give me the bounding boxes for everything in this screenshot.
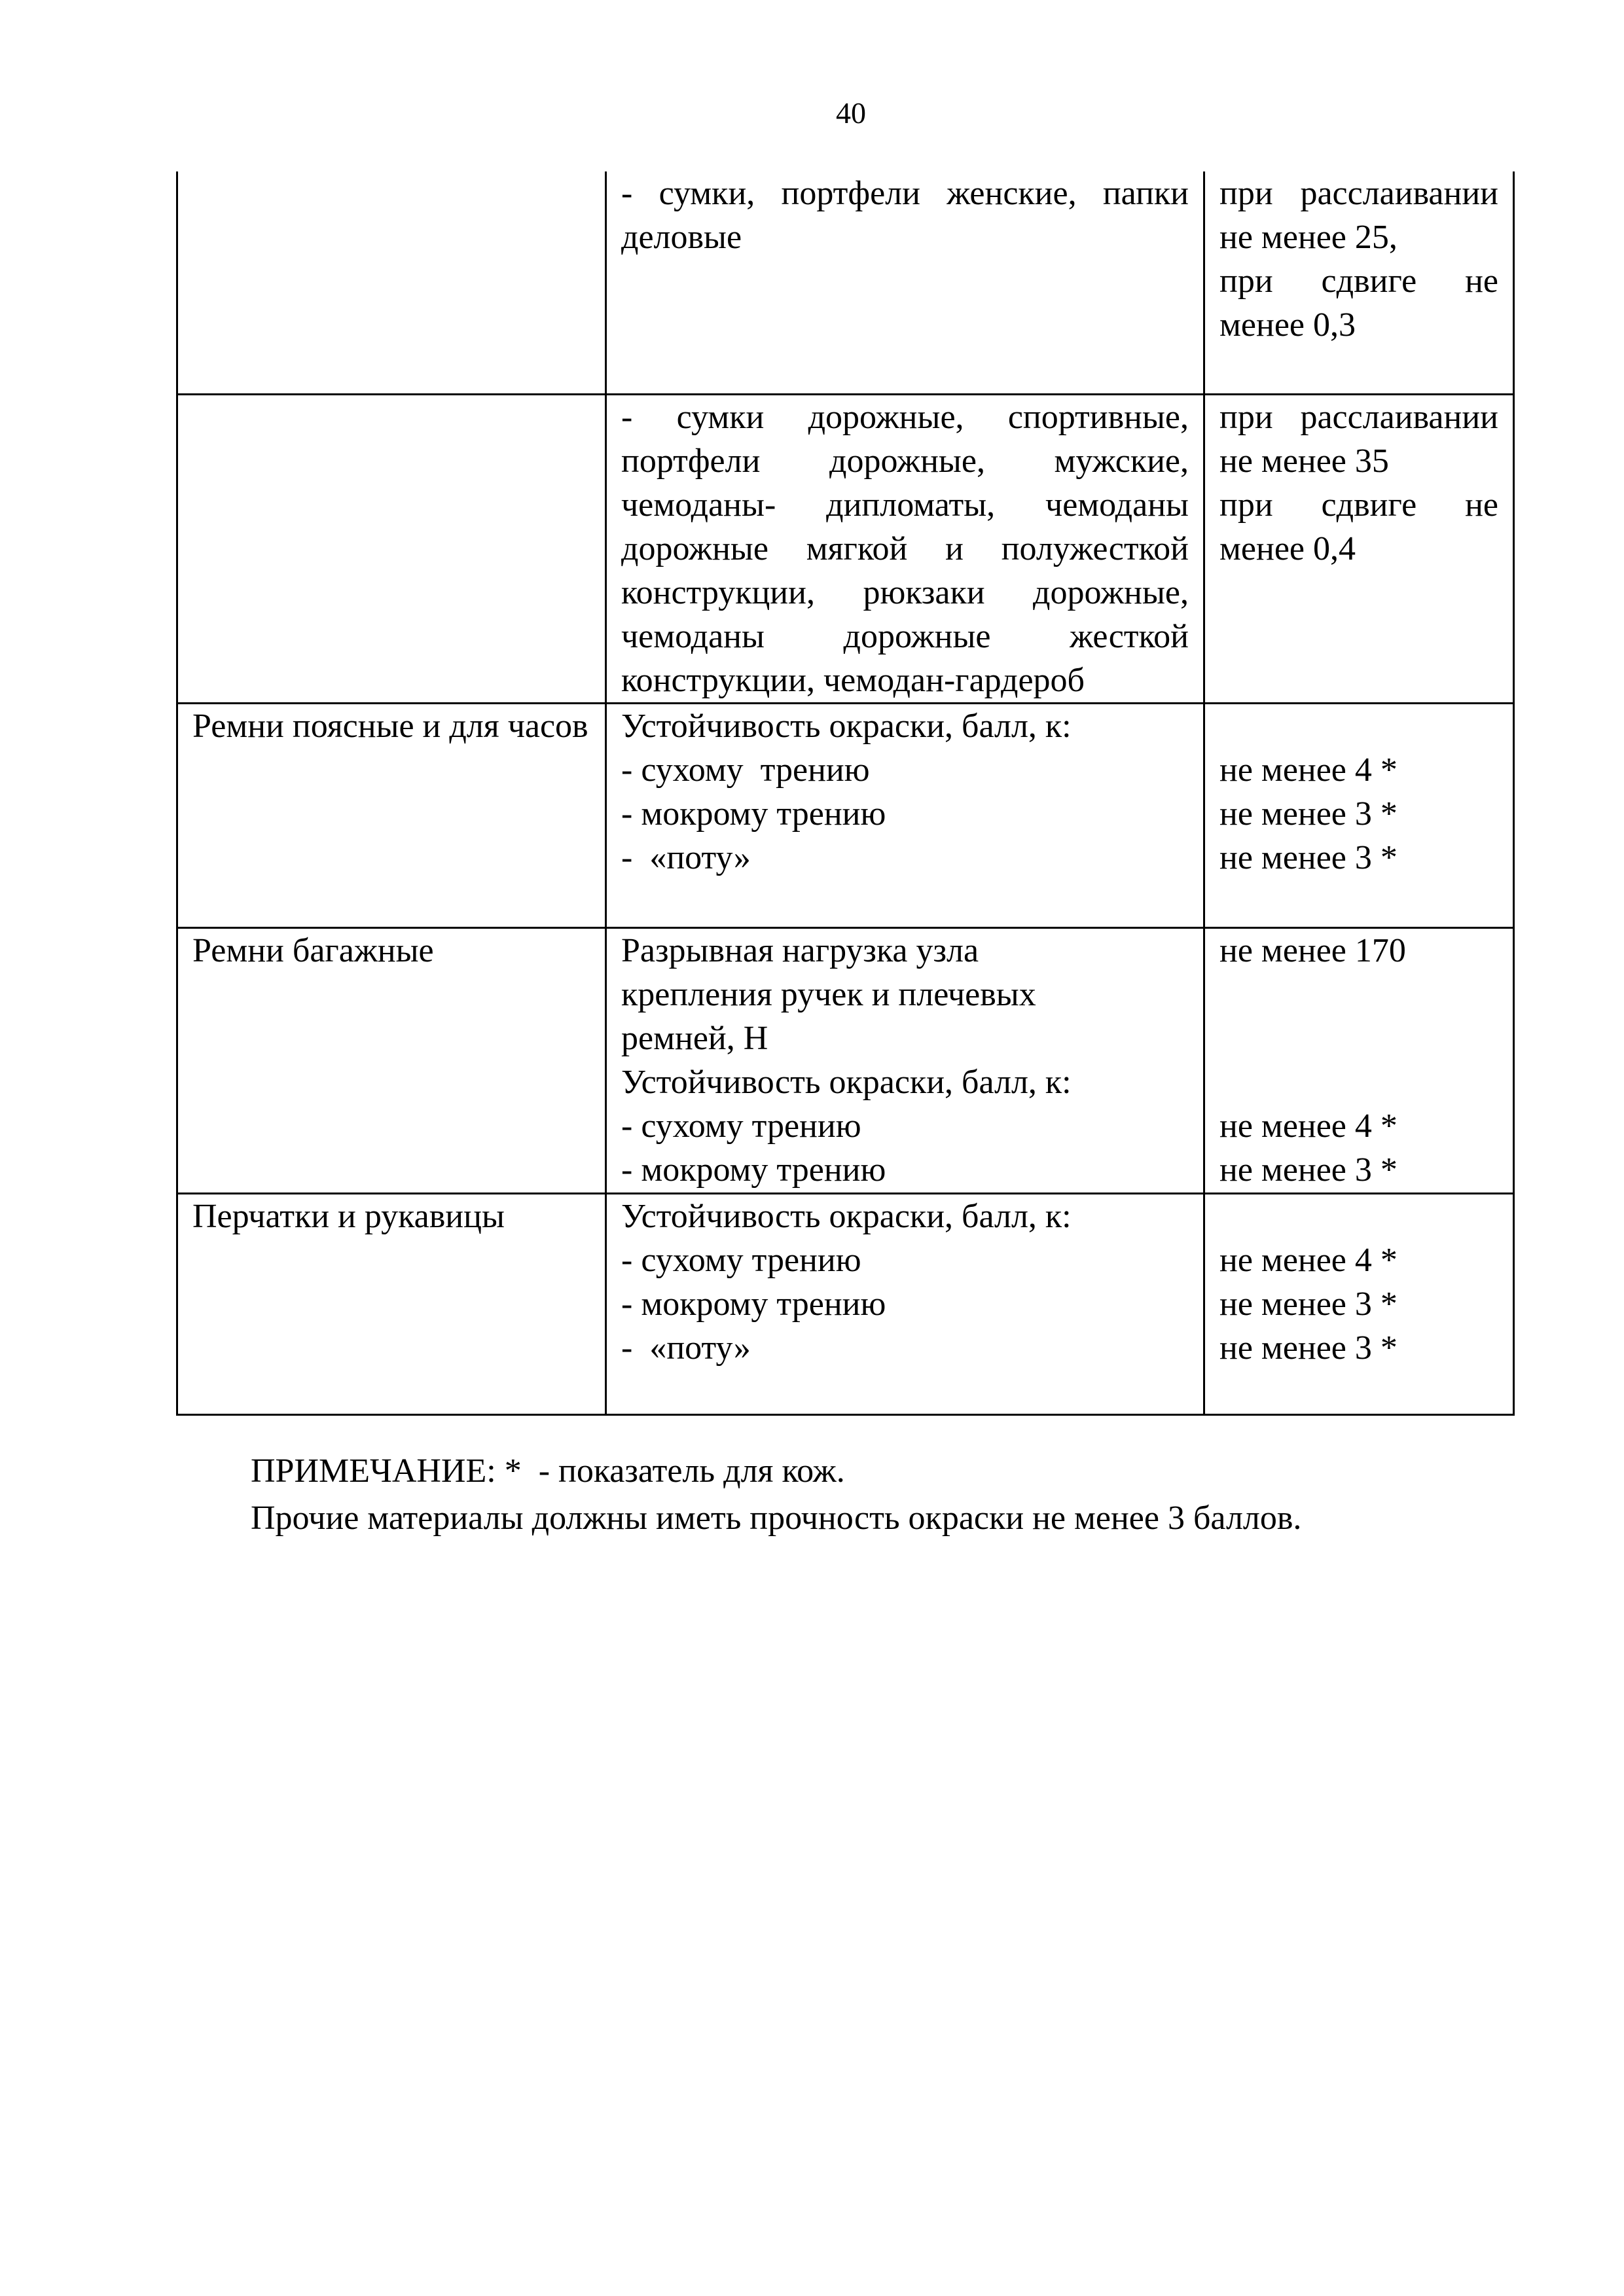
norm-cell [1204, 927, 1514, 1193]
table-row [177, 171, 1514, 394]
product-cell [177, 171, 606, 394]
table-row [177, 927, 1514, 1193]
indicator-line: - сухому трению [621, 1241, 861, 1279]
indicator-line: - сухому трению [621, 751, 870, 789]
norm-line: не менее 3 * [1219, 1285, 1398, 1323]
norm-cell [1204, 394, 1514, 703]
norm-line [1219, 1016, 1498, 1060]
norm-text: при сдвиге не менее 0,3 [1219, 262, 1498, 344]
norm-text: при сдвиге не менее 0,4 [1219, 486, 1498, 567]
norm-line: не менее 4 * [1219, 1241, 1398, 1279]
indicator-line: ремней, Н [621, 1019, 768, 1057]
product-text: Ремни багажные [192, 931, 434, 969]
norm-text: при расслаивании не менее 25, [1219, 175, 1498, 256]
norm-line: не менее 4 * [1219, 751, 1398, 789]
norm-text: при расслаивании не менее 35 [1219, 398, 1498, 480]
norm-cell [1204, 1193, 1514, 1414]
indicator-line: Устойчивость окраски, балл, к: [621, 1063, 1072, 1101]
page-number: 40 [836, 96, 866, 130]
table-row [177, 394, 1514, 703]
indicator-line: Устойчивость окраски, балл, к: [621, 1197, 1072, 1235]
norm-line: не менее 3 * [1219, 1151, 1398, 1189]
indicator-line: - сухому трению [621, 1107, 861, 1145]
norm-line [1219, 973, 1498, 1016]
indicator-line: Устойчивость окраски, балл, к: [621, 707, 1072, 745]
norm-line [1219, 1194, 1498, 1238]
norm-line: не менее 4 * [1219, 1107, 1398, 1145]
indicator-text: - сумки дорожные, спортивные, портфели дорожные, мужские, чемоданы- дипломаты, чемоданы дорожные мягкой и полужесткой конструкции, рюкзаки дорожные, чемоданы дорожные жесткой конструкции, чемодан-гардероб [621, 398, 1189, 699]
table-row [177, 703, 1514, 927]
norm-line: не менее 3 * [1219, 795, 1398, 833]
product-text: Перчатки и рукавицы [192, 1197, 505, 1235]
product-cell [177, 394, 606, 703]
indicator-line: - «поту» [621, 1329, 751, 1367]
indicator-line: крепления ручек и плечевых [621, 975, 1036, 1013]
indicator-cell [606, 394, 1204, 703]
product-text: Ремни поясные и для часов [192, 707, 588, 745]
indicator-line: Разрывная нагрузка узла [621, 931, 979, 969]
norm-line: не менее 3 * [1219, 1329, 1398, 1367]
indicator-text: - сумки, портфели женские, папки деловые [621, 175, 1189, 256]
indicator-line: - мокрому трению [621, 1285, 886, 1323]
requirements-table [176, 171, 1515, 1416]
indicator-cell [606, 927, 1204, 1193]
indicator-line: - мокрому трению [621, 1151, 886, 1189]
product-cell [177, 1193, 606, 1414]
note-line: Прочие материалы должны иметь прочность окраски не менее 3 баллов. [251, 1499, 1302, 1537]
table-row [177, 1193, 1514, 1414]
note-line: ПРИМЕЧАНИЕ: * - показатель для кож. [251, 1452, 845, 1490]
product-cell [177, 927, 606, 1193]
product-cell [177, 703, 606, 927]
norm-cell [1204, 171, 1514, 394]
norm-line [1219, 704, 1498, 748]
norm-line: не менее 3 * [1219, 838, 1398, 876]
indicator-line: - «поту» [621, 838, 751, 876]
norm-line: не менее 170 [1219, 931, 1406, 969]
indicator-line: - мокрому трению [621, 795, 886, 833]
indicator-cell [606, 1193, 1204, 1414]
norm-cell [1204, 703, 1514, 927]
indicator-cell [606, 703, 1204, 927]
norm-line [1219, 1060, 1498, 1104]
indicator-cell [606, 171, 1204, 394]
table-note [251, 1448, 1301, 1542]
